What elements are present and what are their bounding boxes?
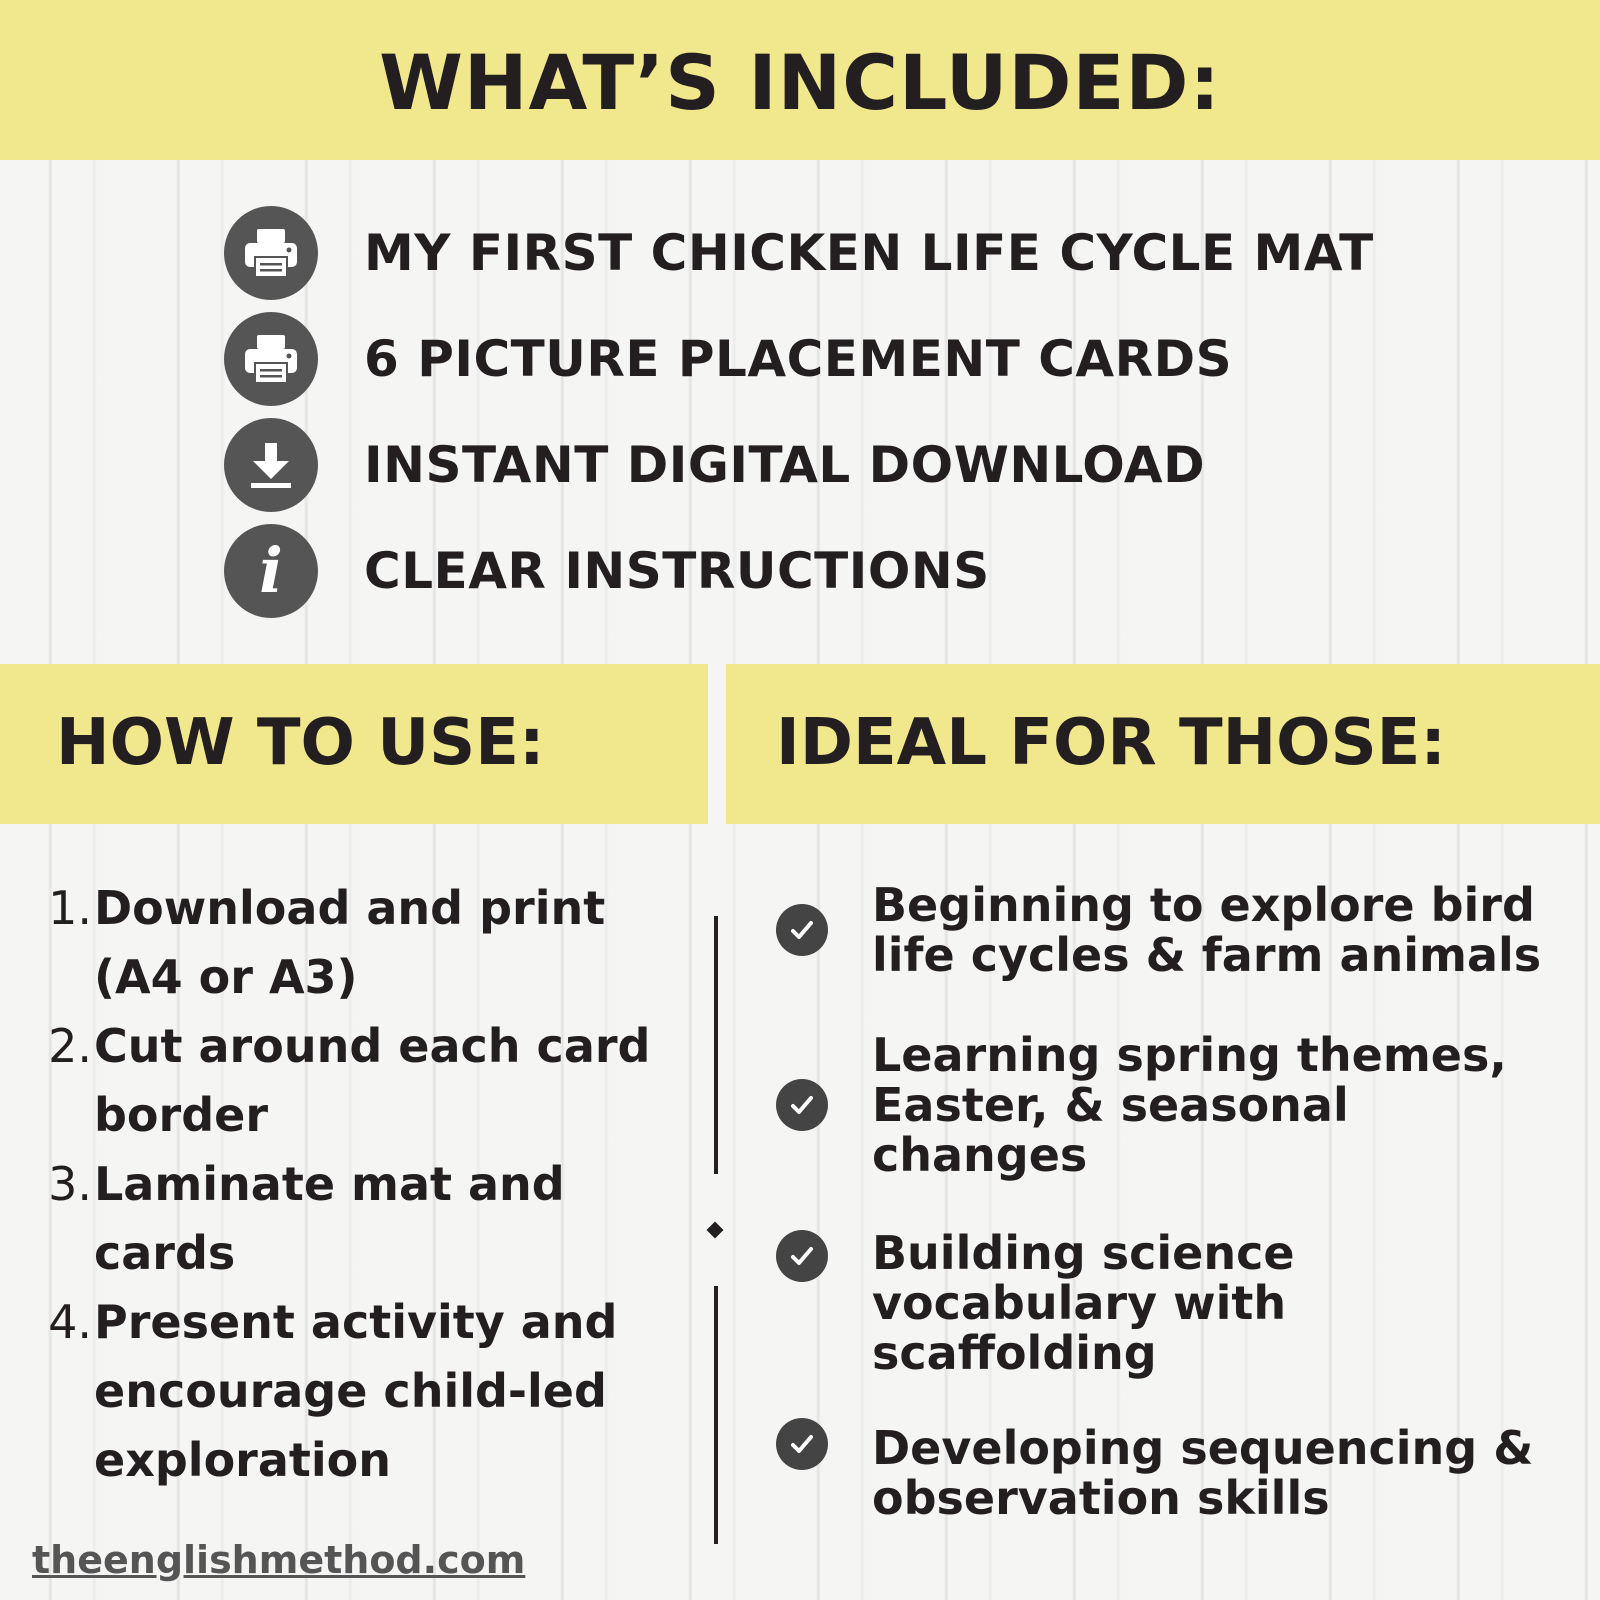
- how-to-use-title: HOW TO USE:: [56, 706, 545, 780]
- checkmark-icon: [776, 1418, 828, 1470]
- included-item-label: INSTANT DIGITAL DOWNLOAD: [364, 436, 1206, 494]
- included-item-instructions: [224, 523, 990, 619]
- included-item-label: 6 PICTURE PLACEMENT CARDS: [364, 330, 1233, 388]
- list-item: [40, 1012, 680, 1150]
- list-item: [40, 1288, 680, 1495]
- step-number: 2.: [48, 1019, 92, 1073]
- ideal-item-text: Developing sequencing & observation skills: [872, 1421, 1534, 1525]
- step-number: 1.: [48, 881, 92, 935]
- included-item-mat: [224, 205, 1374, 301]
- step-number: 4.: [48, 1295, 92, 1349]
- ideal-for-title: IDEAL FOR THOSE:: [776, 706, 1446, 780]
- ideal-item: [776, 1030, 1562, 1180]
- step-text: Present activity and encourage child-led exploration: [94, 1295, 618, 1487]
- divider-line-upper: [714, 916, 718, 1174]
- included-item-label: MY FIRST CHICKEN LIFE CYCLE MAT: [364, 224, 1374, 282]
- list-item: [40, 1150, 680, 1288]
- step-text: Laminate mat and cards: [94, 1157, 565, 1280]
- included-item-cards: [224, 311, 1232, 407]
- included-item-download: [224, 417, 1205, 513]
- step-text: Cut around each card border: [94, 1019, 651, 1142]
- printer-icon: [224, 312, 318, 406]
- ideal-item: [776, 1228, 1562, 1378]
- step-text: Download and print (A4 or A3): [94, 881, 606, 1004]
- ideal-item-text: Learning spring themes, Easter, & seasonal changes: [872, 1028, 1507, 1182]
- download-icon: [224, 418, 318, 512]
- ideal-item-text: Building science vocabulary with scaffolding: [872, 1226, 1295, 1380]
- checkmark-icon: [776, 904, 828, 956]
- step-number: 3.: [48, 1157, 92, 1211]
- info-icon: i: [224, 524, 318, 618]
- checkmark-icon: [776, 1079, 828, 1131]
- ideal-item: [776, 880, 1562, 980]
- page-title: WHAT’S INCLUDED:: [379, 38, 1221, 127]
- included-item-label: CLEAR INSTRUCTIONS: [364, 542, 990, 600]
- divider-line-lower: [714, 1286, 718, 1544]
- how-to-use-list: [40, 874, 680, 1495]
- divider-diamond: [707, 1222, 724, 1239]
- ideal-item-text: Beginning to explore bird life cycles & farm animals: [872, 878, 1542, 982]
- footer-link[interactable]: theenglishmethod.com: [32, 1538, 526, 1582]
- checkmark-icon: [776, 1230, 828, 1282]
- list-item: [40, 874, 680, 1012]
- printer-icon: [224, 206, 318, 300]
- ideal-item: [776, 1418, 1562, 1528]
